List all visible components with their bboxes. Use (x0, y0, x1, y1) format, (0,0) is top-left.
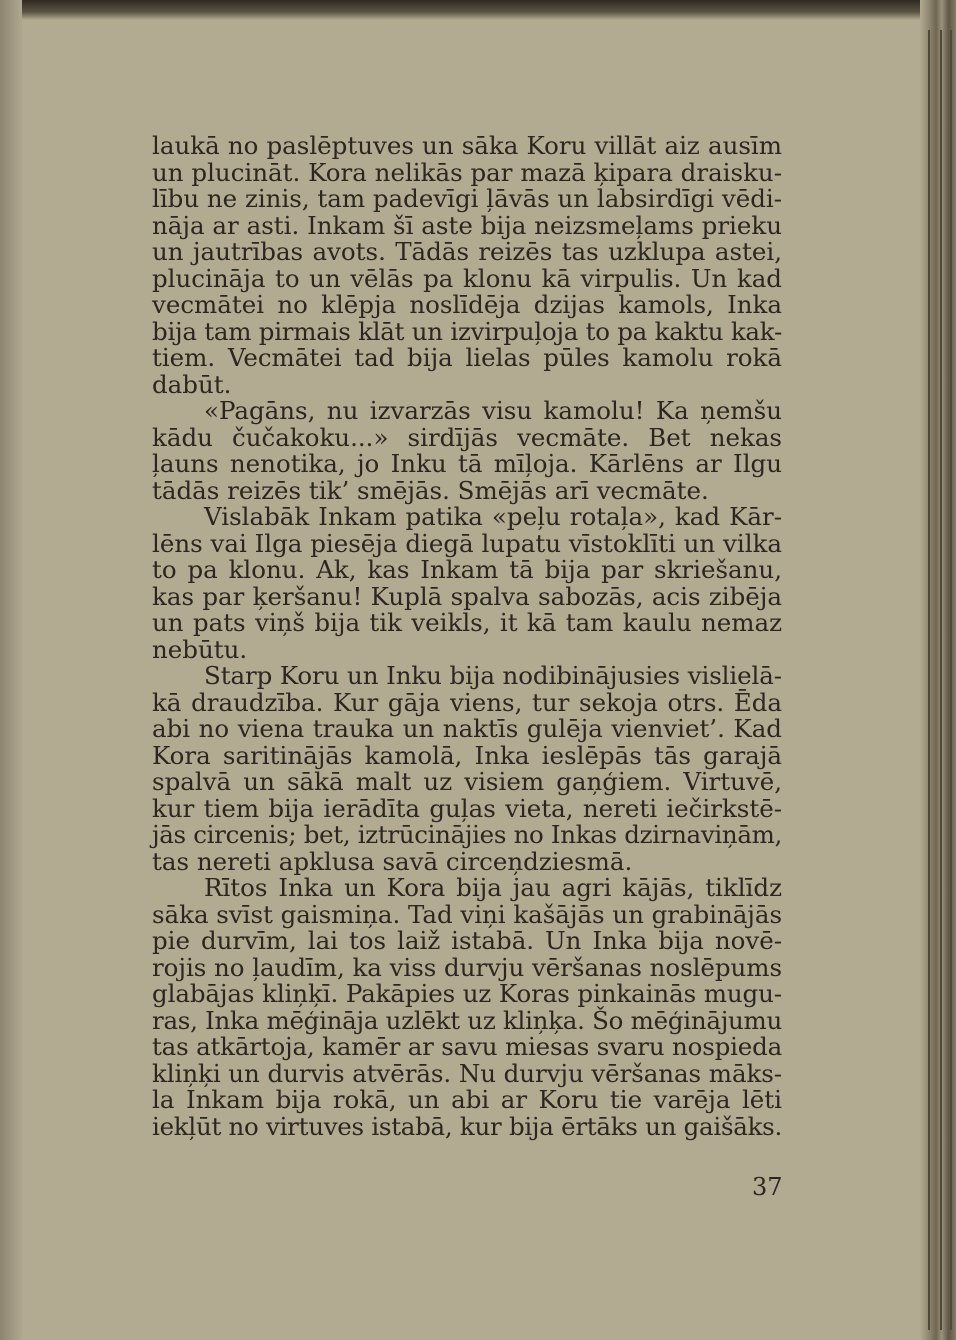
text-line: «Pagāns, nu izvarzās visu kamolu! Ka ņemšu (204, 396, 782, 425)
text-line: spalvā un sākā malt uz visiem gaņģiem. Virtuvē, (152, 767, 782, 796)
page-left-edge (0, 0, 22, 1340)
text-line: abi no viena trauka un naktīs gulēja vienviet’. Kad (152, 714, 782, 743)
text-line: kliņķi un durvis atvērās. Nu durvju vēršanas māks- (152, 1058, 782, 1088)
text-line: un jautrības avots. Tādās reizēs tas uzklupa astei, (152, 237, 782, 266)
spine-line (940, 30, 942, 1330)
spine-line (950, 30, 952, 1330)
text-line: iekļūt no virtuves istabā, kur bija ērtāks un gaišāks. (152, 1111, 782, 1141)
text-line: tas nereti apklusa savā circeņdziesmā. (152, 846, 633, 876)
text-line: dabūt. (152, 369, 232, 399)
text-line: plucināja to un vēlās pa klonu kā virpulis. Un kad (152, 263, 782, 293)
text-line: ļauns nenotika, jo Inku tā mīļoja. Kārlēns ar Ilgu (152, 449, 782, 478)
text-line: glabājas kliņķī. Pakāpies uz Koras pinkainās mugu- (152, 979, 782, 1008)
text-line: kur tiem bija ierādīta guļas vieta, nereti iečirkstē- (152, 793, 782, 823)
text-line: nebūtu. (152, 634, 248, 664)
text-line: vecmātei no klēpja noslīdēja dzijas kamols, Inka (152, 290, 782, 319)
text-line: pie durvīm, lai tos laiž istabā. Un Inka bija novē- (152, 926, 782, 955)
text-line: kādu čučakoku...» sirdījās vecmāte. Bet nekas (152, 422, 782, 452)
body-text (152, 133, 782, 1140)
text-line: Vislabāk Inkam patika «peļu rotaļa», kad Kār- (204, 502, 782, 531)
text-line: un pats viņš bija tik veikls, it kā tam kaulu nemaz (152, 608, 782, 637)
text-line: la Inkam bija rokā, un abi ar Koru tie varēja lēti (152, 1085, 782, 1114)
text-line: tiem. Vecmātei tad bija lielas pūles kamolu rokā (152, 343, 782, 372)
text-line: to pa klonu. Ak, kas Inkam tā bija par skriešanu, (152, 555, 782, 584)
text-line: ras, Inka mēģināja uzlēkt uz kliņķa. Šo mēģinājumu (152, 1005, 782, 1035)
text-line: tas atkārtoja, kamēr ar savu miesas svaru nospieda (152, 1032, 782, 1061)
text-line: laukā no paslēptuves un sāka Koru villāt aiz ausīm (152, 131, 782, 160)
spine-line (928, 30, 930, 1330)
text-line: jās circenis; bet, iztrūcinājies no Inkas dzirnaviņām, (152, 820, 782, 849)
text-line: tādās reizēs tik’ smējās. Smējās arī vecmāte. (152, 475, 709, 505)
text-line: lēns vai Ilga piesēja diegā lupatu vīstoklīti un vilka (152, 528, 782, 558)
text-line: Rītos Inka un Kora bija jau agri kājās, tiklīdz (204, 873, 782, 902)
text-line: lību ne zinis, tam padevīgi ļāvās un labsirdīgi vēdi- (152, 184, 782, 213)
text-line: nāja ar asti. Inkam šī aste bija neizsmeļams prieku (152, 210, 782, 240)
text-line: Starp Koru un Inku bija nodibinājusies vislielā- (204, 661, 782, 690)
book-spine (920, 0, 956, 1340)
text-line: kas par ķeršanu! Kuplā spalva sabozās, acis zibēja (152, 581, 782, 611)
page-number: 37 (752, 1173, 783, 1201)
text-line: sāka svīst gaismiņa. Tad viņi kašājās un grabinājās (152, 899, 782, 929)
text-line: Kora saritinājās kamolā, Inka ieslēpās tās garajā (152, 740, 782, 770)
text-line: un plucināt. Kora nelikās par mazā ķipara draisku- (152, 157, 782, 187)
page-top-edge (0, 0, 956, 20)
text-line: rojis no ļaudīm, ka viss durvju vēršanas noslēpums (152, 952, 782, 982)
text-line: bija tam pirmais klāt un izvirpuļoja to pa kaktu kak- (152, 316, 782, 346)
text-line: kā draudzība. Kur gāja viens, tur sekoja otrs. Ēda (152, 687, 782, 717)
